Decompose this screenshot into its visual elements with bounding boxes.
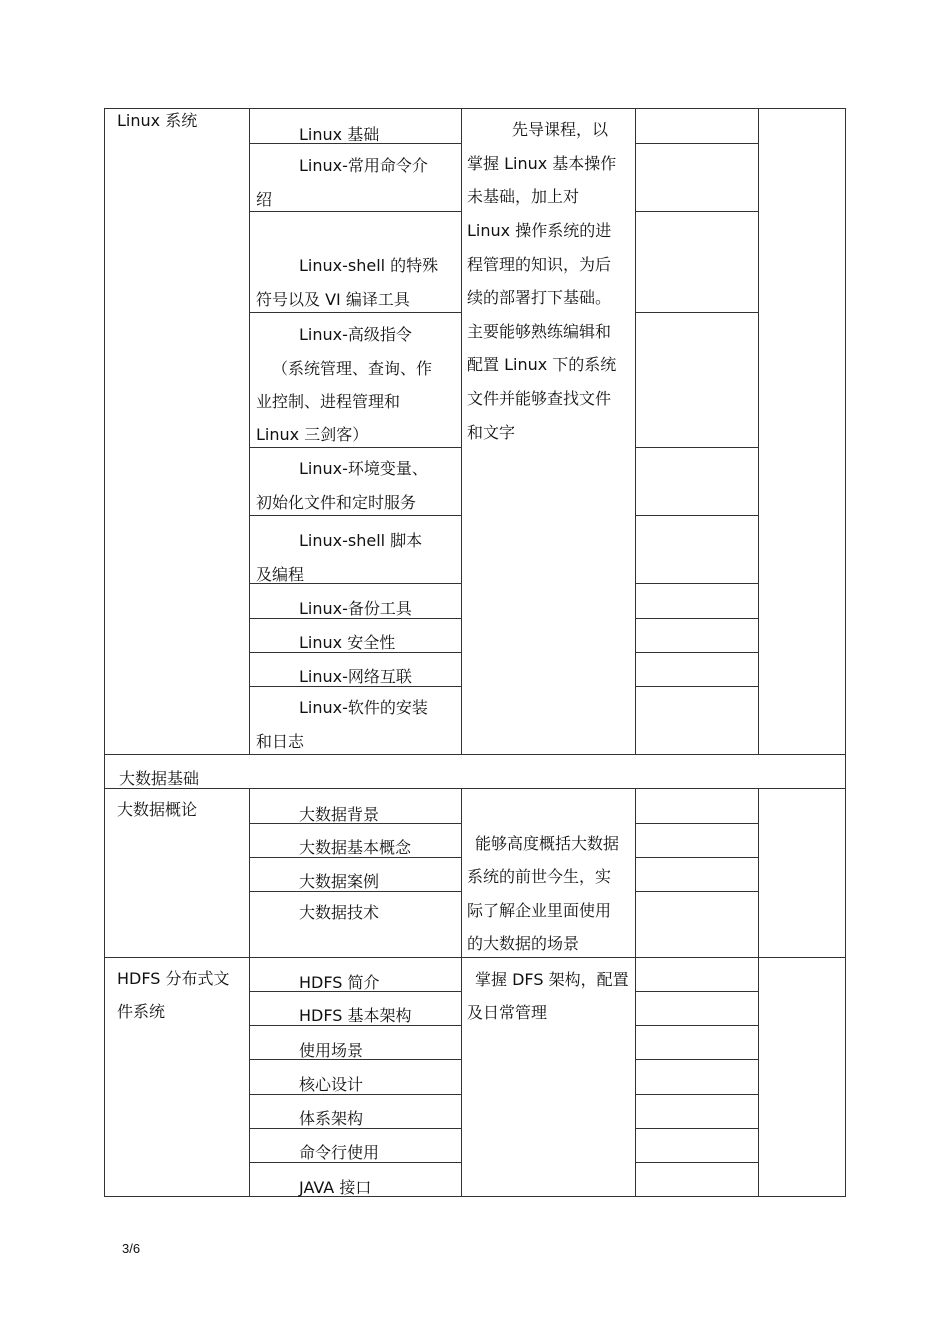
goal-bigdata-line: 能够高度概括大数据 [475,834,620,853]
topic-linux-advanced-line1: Linux-高级指令 [299,325,412,344]
goal-bigdata-line: 际了解企业里面使用 [467,901,612,920]
row-divider [635,1162,758,1163]
table-top-border [104,108,846,109]
topic-hdfs-intro: HDFS 简介 [299,973,380,992]
page-number: 3/6 [122,1241,141,1256]
topic-linux-backup: Linux-备份工具 [299,599,412,618]
row-divider [635,312,758,313]
goal-bigdata-line: 系统的前世今生，实 [467,867,612,886]
topic-hdfs-system-arch: 体系架构 [299,1109,364,1128]
topic-linux-env-line1: Linux-环境变量、 [299,459,428,478]
row-divider [249,211,461,212]
column-divider [635,788,636,1196]
topic-bigdata-background: 大数据背景 [299,805,380,824]
column-divider [635,108,636,754]
goal-hdfs-line: 及日常管理 [467,1003,548,1022]
row-divider [635,1094,758,1095]
section-divider [104,788,846,789]
topic-bigdata-cases: 大数据案例 [299,872,380,891]
topic-linux-advanced-line2: （系统管理、查询、作 [272,359,433,378]
goal-hdfs-line: 掌握 DFS 架构，配置 [475,970,629,989]
goal-linux-line: 掌握 Linux 基本操作 [467,154,617,173]
table-left-border [104,108,105,1196]
row-divider [635,891,758,892]
row-divider [635,857,758,858]
table-bottom-border [104,1196,846,1197]
column-divider [249,788,250,1196]
column-divider [758,788,759,1196]
topic-linux-advanced-line4: Linux 三剑客） [256,425,369,444]
topic-bigdata-tech: 大数据技术 [299,903,380,922]
section-divider [104,754,846,755]
topic-linux-shell-script-line1: Linux-shell 脚本 [299,531,423,550]
column-divider [461,788,462,1196]
goal-linux-line: 配置 Linux 下的系统 [467,355,617,374]
row-divider [635,686,758,687]
goal-linux-line: 和文字 [467,423,516,442]
row-divider [635,1128,758,1129]
row-divider [635,618,758,619]
topic-linux-shell-script-line2: 及编程 [256,565,305,584]
topic-hdfs-cli: 命令行使用 [299,1143,380,1162]
topic-linux-commands-line1: Linux-常用命令介 [299,156,428,175]
topic-hdfs-core-design: 核心设计 [299,1075,364,1094]
topic-linux-commands-line2: 绍 [256,190,273,209]
row-divider [635,991,758,992]
topic-linux-shell-symbols-line1: Linux-shell 的特殊 [299,256,439,275]
row-divider [635,447,758,448]
topic-linux-basics: Linux 基础 [299,125,380,144]
topic-linux-security: Linux 安全性 [299,633,396,652]
topic-linux-network: Linux-网络互联 [299,667,412,686]
module-name-linux: Linux 系统 [117,111,198,130]
column-divider [758,108,759,754]
goal-linux-line: 程管理的知识，为后 [467,255,612,274]
goal-linux-line: 续的部署打下基础。 [467,288,612,307]
row-divider [635,143,758,144]
row-divider [635,515,758,516]
topic-linux-software-line2: 和日志 [256,732,305,751]
row-divider [635,211,758,212]
row-divider [635,652,758,653]
goal-bigdata-line: 的大数据的场景 [467,934,580,953]
row-divider [635,823,758,824]
topic-hdfs-architecture: HDFS 基本架构 [299,1006,412,1025]
topic-bigdata-concepts: 大数据基本概念 [299,838,412,857]
table-right-border [845,108,846,1196]
goal-linux-line: 未基础，加上对 [467,187,580,206]
row-divider [635,1025,758,1026]
topic-linux-software-line1: Linux-软件的安装 [299,698,428,717]
column-divider [249,108,250,754]
topic-hdfs-use-cases: 使用场景 [299,1041,364,1060]
topic-linux-shell-symbols-line2: 符号以及 VI 编译工具 [256,290,410,309]
topic-linux-env-line2: 初始化文件和定时服务 [256,493,417,512]
goal-linux-line: 主要能够熟练编辑和 [467,322,612,341]
topic-hdfs-java-api: JAVA 接口 [299,1178,372,1197]
row-divider [635,583,758,584]
row-divider [635,1059,758,1060]
goal-linux-line: 文件并能够查找文件 [467,389,612,408]
topic-linux-advanced-line3: 业控制、进程管理和 [256,392,401,411]
section-header-bigdata: 大数据基础 [119,769,200,788]
goal-linux-line: Linux 操作系统的进 [467,221,612,240]
module-name-hdfs-line2: 件系统 [117,1002,166,1021]
module-name-hdfs-line1: HDFS 分布式文 [117,969,230,988]
column-divider [461,108,462,754]
module-name-bigdata-intro: 大数据概论 [117,800,198,819]
goal-linux-line: 先导课程，以 [512,120,609,139]
